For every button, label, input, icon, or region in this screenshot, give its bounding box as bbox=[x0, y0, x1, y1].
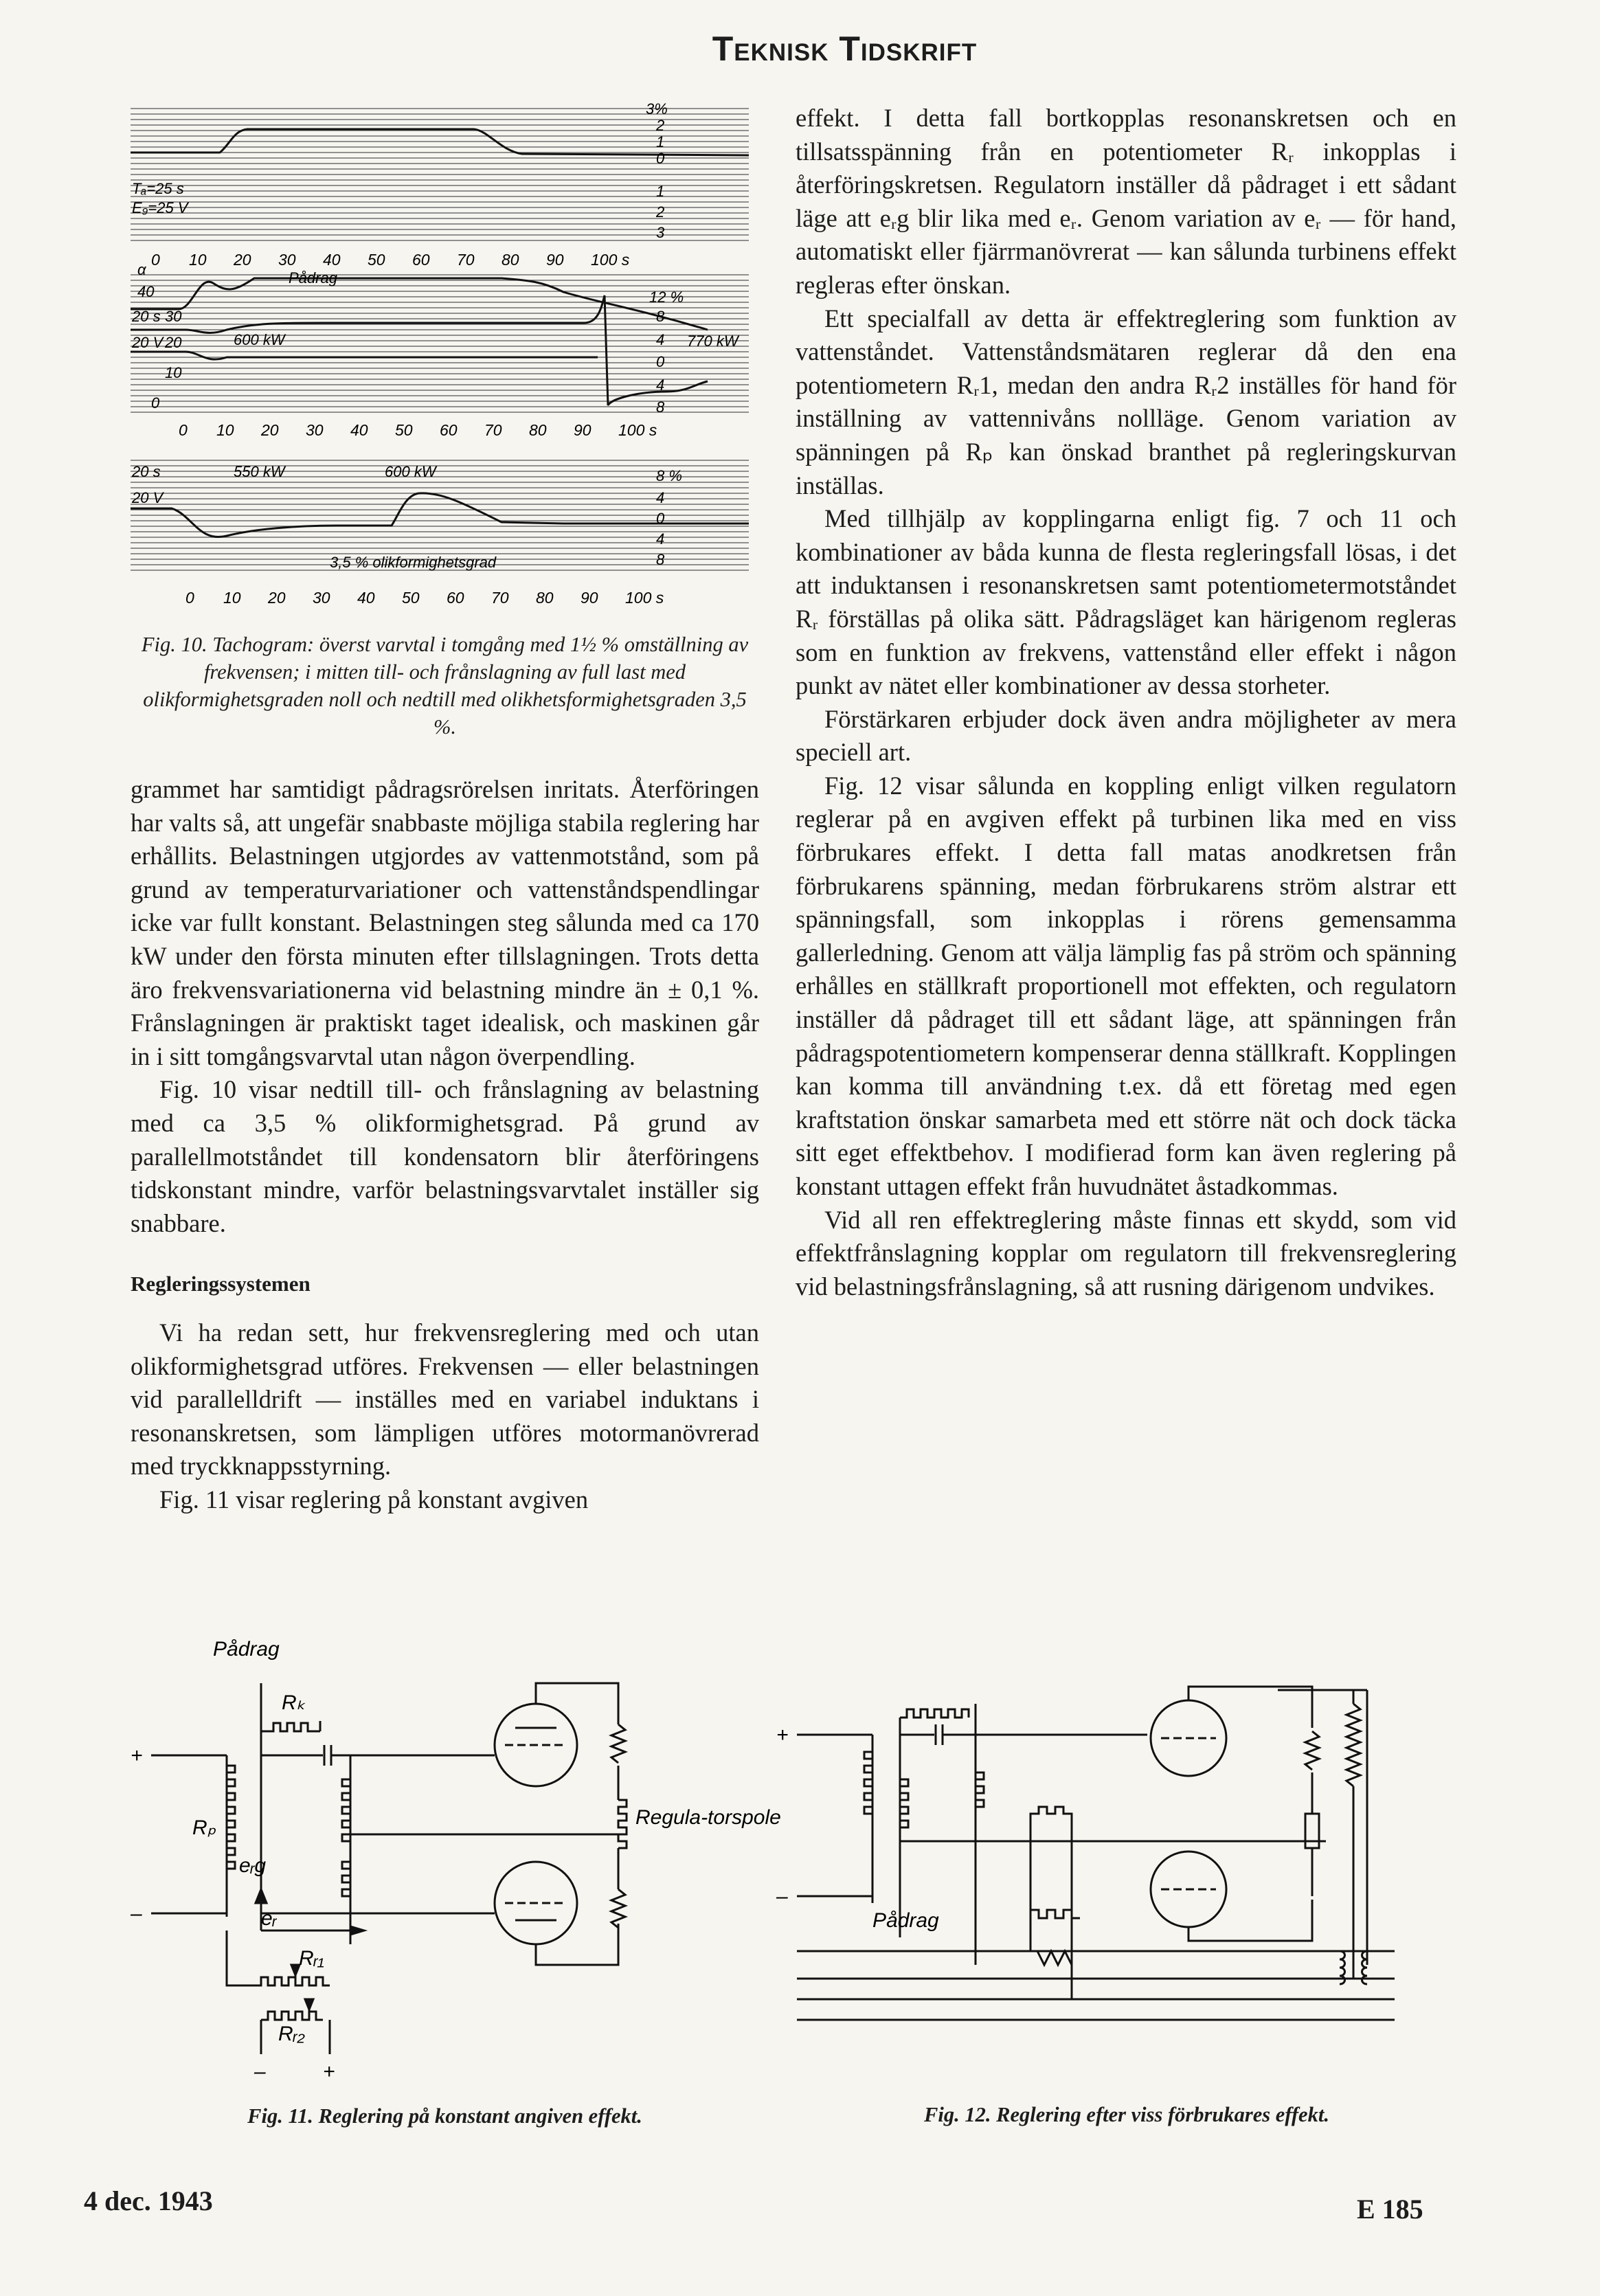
fig11-label-rk: Rₖ bbox=[282, 1691, 306, 1714]
svg-text:30: 30 bbox=[313, 589, 330, 607]
footer-page-number: E 185 bbox=[1357, 2194, 1423, 2225]
left-paragraph-1: grammet har samtidigt pådragsrörelsen inritats. Återföringen har valts så, att ungefär snabbaste möjliga stabila reglering har erhållits. Belastningen utgjordes av vattenmotstånd, som på grund av temperaturvariationer och vattenståndspendlingar icke var fullt konstant. Belastningen steg sålunda med ca 170 kW under den första minuten efter tillslagningen. Trots detta äro frekvensvariationerna vid belastning mindre än ± 0,1 %. Frånslagningen är praktiskt taget idealisk, och maskinen går in i sitt tomgångsvarvtal utan någon överpendling. bbox=[131, 775, 759, 1070]
right-paragraph-4: Förstärkaren erbjuder dock även andra möjligheter av mera speciell art. bbox=[796, 704, 1456, 767]
fig11-label-minus-bottom: – bbox=[254, 2060, 266, 2083]
panel2-left-label-v: 20 V bbox=[132, 334, 164, 351]
fig11-label-minus: – bbox=[131, 1902, 142, 1925]
panel2-x-ticks bbox=[179, 421, 657, 439]
fig11-label-plus-bottom: + bbox=[323, 2060, 335, 2083]
svg-text:10: 10 bbox=[216, 421, 234, 439]
panel2-annotation-770kw: 770 kW bbox=[687, 333, 739, 350]
svg-text:100 s: 100 s bbox=[625, 589, 664, 607]
panel1-scale-3b: 3 bbox=[656, 224, 665, 241]
svg-text:10: 10 bbox=[189, 251, 207, 269]
right-paragraph-6: Vid all ren effektreglering måste finnas ett skydd, som vid effektfrånslagning kopplar om regulatorn till frekvensreglering vid belastningsfrånslagning, så att rusning därigenom undvikes. bbox=[796, 1205, 1456, 1301]
fig11-label-padrag: Pådrag bbox=[213, 1638, 280, 1661]
panel1-x-ticks bbox=[151, 251, 630, 269]
panel2-speed-curve bbox=[131, 295, 708, 405]
panel1-left-label-e: E₉=25 V bbox=[132, 199, 188, 216]
panel2-load-curve bbox=[131, 352, 598, 359]
panel3-x-ticks bbox=[185, 589, 664, 607]
svg-text:40: 40 bbox=[357, 589, 375, 607]
svg-text:40: 40 bbox=[323, 251, 341, 269]
panel2-scale-8a: 8 bbox=[656, 308, 665, 325]
panel3-annotation-600kw: 600 kW bbox=[385, 463, 436, 480]
panel3-scale-4b: 4 bbox=[656, 530, 665, 548]
svg-text:60: 60 bbox=[447, 589, 464, 607]
svg-text:60: 60 bbox=[440, 421, 458, 439]
svg-text:50: 50 bbox=[402, 589, 420, 607]
fig11-label-plus-top: + bbox=[131, 1744, 143, 1767]
fig11-label-rp: Rₚ bbox=[192, 1816, 216, 1839]
panel1-left-label-t: Tₐ=25 s bbox=[132, 180, 184, 197]
panel3-annotation-550kw: 550 kW bbox=[234, 463, 285, 480]
panel3-scale-0: 0 bbox=[656, 510, 665, 527]
right-paragraph-1: effekt. I detta fall bortkopplas resonanskretsen och en tillsatsspänning från en potentiometer Rᵣ inkopplas i återföringskretsen. Regulatorn inställer då pådraget i ett sådant läge att eᵣg blir lika med eᵣ. Genom variation av eᵣ — för hand, automatiskt eller fjärrmanövrerat — kan sålunda turbinens effekt regleras efter önskan. bbox=[796, 104, 1456, 299]
svg-text:0: 0 bbox=[185, 589, 194, 607]
panel2-left-20: 20 bbox=[165, 334, 182, 351]
left-paragraph-2: Fig. 10 visar nedtill till- och frånslagning av belastning med ca 3,5 % olikformighetsgrad. På grund av parallellmotståndet till kondensatorn blir återföringens tidskonstant mindre, varför belastningsvarvtalet inställer sig snabbare. bbox=[131, 1075, 759, 1237]
panel3-scale-8a: 8 % bbox=[656, 467, 682, 484]
fig11-caption: Fig. 11. Reglering på konstant angiven effekt. bbox=[247, 2104, 642, 2128]
panel2-left-0: 0 bbox=[151, 394, 160, 412]
panel2-annotation-600kw: 600 kW bbox=[234, 331, 285, 348]
svg-text:0: 0 bbox=[151, 251, 160, 269]
fig11-label-rr2: Rᵣ₂ bbox=[278, 2023, 305, 2045]
fig12-caption: Fig. 12. Reglering efter viss förbrukares effekt. bbox=[924, 2103, 1329, 2126]
fig12-label-padrag: Pådrag bbox=[872, 1909, 939, 1932]
panel2-annotation-padrag: Pådrag bbox=[289, 269, 337, 286]
fig11-label-rr1: Rᵣ₁ bbox=[299, 1947, 324, 1970]
section-heading: Regleringssystemen bbox=[131, 1272, 311, 1296]
panel2-left-30: 30 bbox=[165, 308, 182, 325]
svg-text:100 s: 100 s bbox=[618, 421, 657, 439]
panel3-scale-4a: 4 bbox=[656, 489, 665, 506]
svg-text:20: 20 bbox=[268, 589, 286, 607]
panel2-scale-12: 12 % bbox=[649, 289, 684, 306]
right-paragraph-5: Fig. 12 visar sålunda en koppling enligt vilken regulatorn reglerar på en avgiven effekt på turbinen lika med en viss förbrukares effekt. I detta fall matas anodkretsen från förbrukarens spänning, medan förbrukarens ström alstrar ett spänningsfall, som inkopplas i rörens gemensamma gallerledning. Genom att välja lämplig fas på ström och spänning erhålles en ställkraft proportionell mot effekten, och regulatorn inställer då pådraget till ett sådant läge, att spänningen från pådragspotentiometern kompenserar denna ställkraft. Kopplingen kan komma till användning t.ex. då ett företag med egen kraftstation önskar samarbeta med ett större nät och dock täcka sitt eget effektbehov. I modifierad form kan även reglering på konstant uttagen effekt från huvudnätet åstadkommas. bbox=[796, 771, 1456, 1200]
svg-text:90: 90 bbox=[546, 251, 564, 269]
fig11-label-er: eᵣ bbox=[261, 1907, 277, 1930]
svg-text:60: 60 bbox=[412, 251, 430, 269]
panel2-left-label-s: 20 s bbox=[132, 308, 161, 325]
svg-text:30: 30 bbox=[278, 251, 296, 269]
panel3-left-label-v: 20 V bbox=[132, 489, 164, 506]
svg-text:0: 0 bbox=[179, 421, 188, 439]
footer-date: 4 dec. 1943 bbox=[84, 2185, 213, 2216]
right-paragraph-2: Ett specialfall av detta är effektreglering som funktion av vattenståndet. Vattenståndsmätaren reglerar då den ena potentiometern Rᵣ1, medan den andra Rᵣ2 inställes för hand för inställning av vattennivåns nollläge. Genom variation av spänningen på Rₚ kan önskad branthet på regleringskurvan inställas. bbox=[796, 304, 1456, 499]
fig11-circuit-diagram bbox=[124, 1628, 781, 2102]
svg-text:20: 20 bbox=[234, 251, 251, 269]
fig11-label-coil: Regula-torspole bbox=[635, 1806, 781, 1829]
panel2-left-10: 10 bbox=[165, 364, 182, 381]
svg-text:80: 80 bbox=[529, 421, 547, 439]
svg-text:90: 90 bbox=[581, 589, 598, 607]
panel3-annotation-olik: 3,5 % olikformighetsgrad bbox=[330, 554, 497, 571]
journal-header: Teknisk Tidskrift bbox=[712, 30, 978, 68]
svg-text:70: 70 bbox=[491, 589, 509, 607]
panel1-scale-1b: 1 bbox=[656, 183, 665, 200]
svg-text:70: 70 bbox=[457, 251, 475, 269]
svg-text:80: 80 bbox=[502, 251, 519, 269]
panel1-scale-2a: 2 bbox=[656, 117, 665, 134]
panel1-scale-0: 0 bbox=[656, 150, 665, 167]
fig12-label-plus: + bbox=[776, 1724, 789, 1746]
left-paragraph-4: Fig. 11 visar reglering på konstant avgiven bbox=[159, 1485, 589, 1513]
panel1-scale-3: 3% bbox=[646, 100, 668, 117]
panel2-scale-4a: 4 bbox=[656, 331, 665, 348]
svg-text:90: 90 bbox=[574, 421, 591, 439]
panel2-scale-8b: 8 bbox=[656, 398, 665, 416]
fig10-caption: Fig. 10. Tachogram: överst varvtal i tomgång med 1½ % omställning av frekvensen; i mitten till- och frånslagning av full last med olikformighetsgraden noll och nedtill med olikhetsformighetsgraden 3,5 %. bbox=[141, 633, 749, 739]
svg-text:40: 40 bbox=[350, 421, 368, 439]
svg-text:80: 80 bbox=[536, 589, 554, 607]
svg-text:50: 50 bbox=[395, 421, 413, 439]
svg-text:70: 70 bbox=[484, 421, 502, 439]
fig11-label-erg: eᵣg bbox=[239, 1854, 267, 1877]
svg-text:100 s: 100 s bbox=[591, 251, 630, 269]
panel2-alpha: α bbox=[137, 261, 146, 278]
svg-text:20: 20 bbox=[261, 421, 279, 439]
panel1-scale-1a: 1 bbox=[656, 133, 665, 150]
svg-text:50: 50 bbox=[368, 251, 385, 269]
panel2-left-40: 40 bbox=[137, 283, 155, 300]
svg-text:10: 10 bbox=[223, 589, 241, 607]
left-paragraph-3: Vi ha redan sett, hur frekvensreglering med och utan olikformighetsgrad utföres. Frekvensen — eller belastningen vid parallelldrift — inställes med en variabel induktans i resonanskretsen, som lämpligen utföres motormanövrerad med tryckknappsstyrning. bbox=[131, 1318, 759, 1481]
panel1-scale-2b: 2 bbox=[656, 203, 665, 221]
panel2-scale-4b: 4 bbox=[656, 376, 665, 394]
left-column bbox=[131, 773, 759, 1516]
svg-text:30: 30 bbox=[306, 421, 324, 439]
panel2-scale-0: 0 bbox=[656, 353, 665, 370]
fig12-circuit-diagram bbox=[776, 1676, 1456, 2089]
right-column bbox=[796, 102, 1456, 1303]
fig10-tachogram bbox=[117, 100, 769, 625]
right-paragraph-3: Med tillhjälp av kopplingarna enligt fig. 7 och 11 och kombinationer av båda kunna de flesta regleringsfall lösas, i det att induktansen i resonanskretsen samt potentiometermotståndet Rᵣ förställas på olika sätt. Pådragsläget kan härigenom regleras som en funktion av frekvens, vattenstånd eller effekt i någon punkt av nätet eller kombinationer av dessa storheter. bbox=[796, 504, 1456, 700]
panel3-left-label-s: 20 s bbox=[132, 463, 161, 480]
fig12-label-minus: – bbox=[776, 1885, 788, 1908]
panel3-scale-8b: 8 bbox=[656, 551, 665, 568]
